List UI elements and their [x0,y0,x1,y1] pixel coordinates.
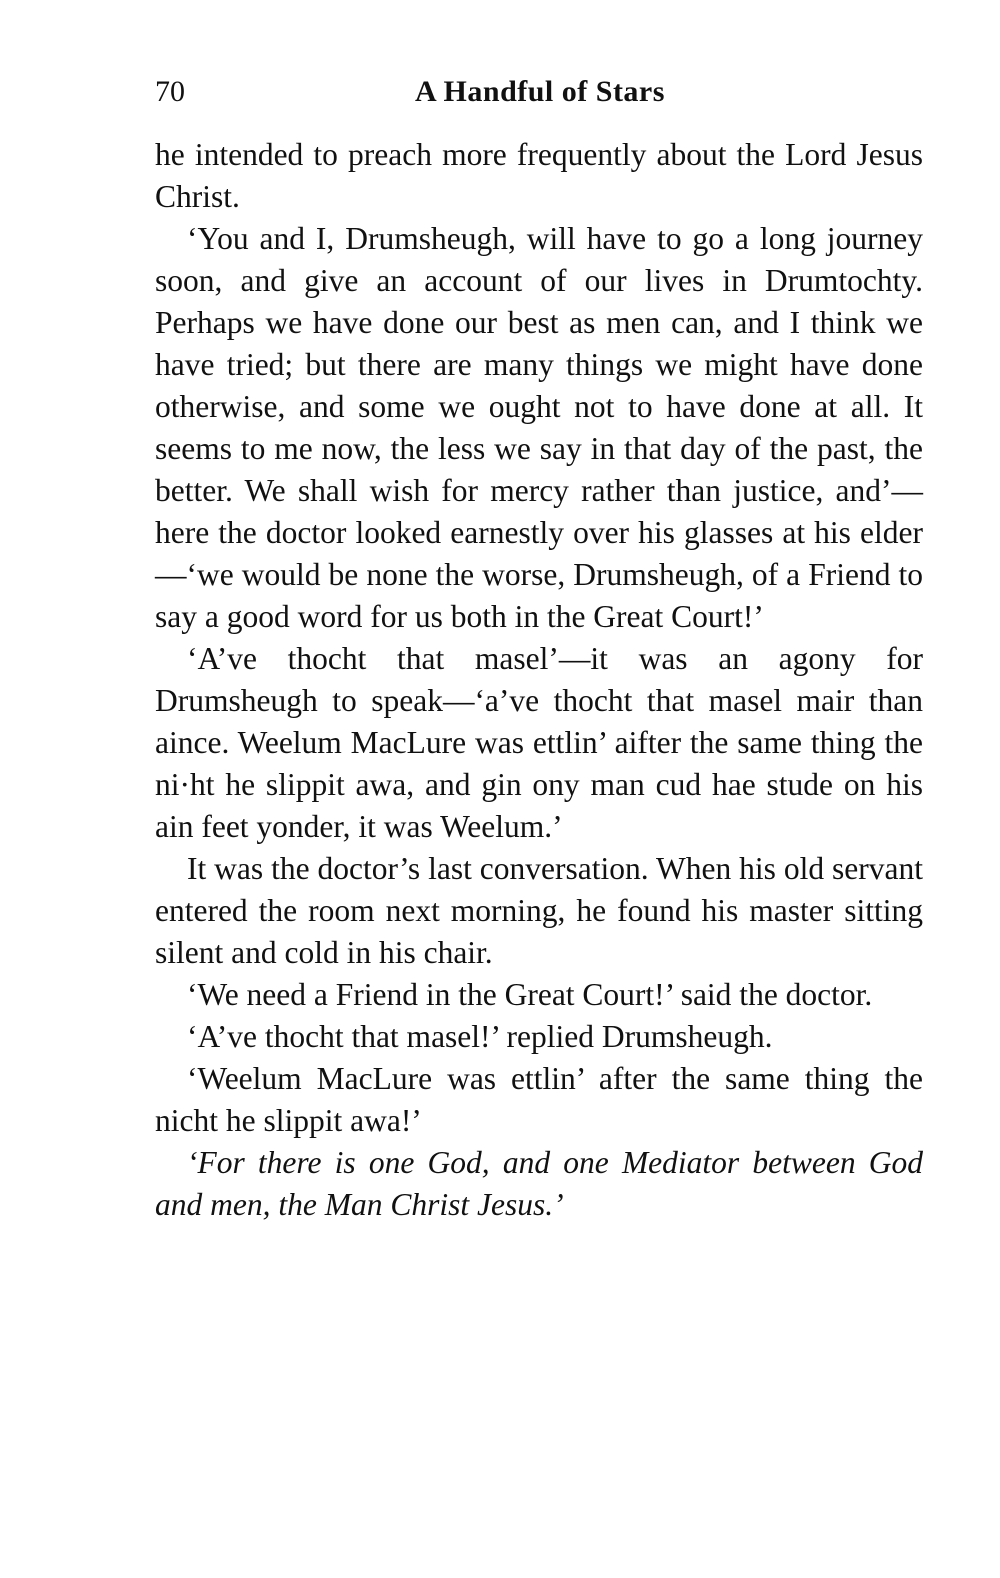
paragraph-scripture-quote: ‘For there is one God, and one Mediator between God and men, the Man Christ Jesus.’ [155,1145,923,1222]
paragraph-friend-in-court: ‘We need a Friend in the Great Court!’ said the doctor. [187,977,873,1012]
paragraph-last-conversation: It was the doctor’s last conversation. When his old servant entered the room next morning, he found his master sitting silent and cold in his chair. [155,851,923,970]
paragraph-doctor-speech: ‘You and I, Drumsheugh, will have to go a long journey soon, and give an account of our lives in Drumtochty. Perhaps we have done our best as men can, and I think we have tried; but there are many things we might have done otherwise, and some we ought not to have done at all. It seems to me now, the less we say in that day of the past, the better. We shall wish for mercy rather than justice, and’—here the doctor looked earnestly over his glasses at his elder—‘we would be none the worse, Drumsheugh, of a Friend to say a good word for us both in the Great Court!’ [155,221,923,634]
paragraph-drumsheugh-reply: ‘A’ve thocht that masel’—it was an agony for Drumsheugh to speak—‘a’ve thocht that masel mair than aince. Weelum MacLure was ettlin’ aifter the same thing the ni·ht he slippit awa, and gin ony man cud hae stude on his ain feet yonder, it was Weelum.’ [155,641,923,844]
running-title: A Handful of Stars [415,75,665,108]
page-header [155,72,925,112]
paragraph-weelum: ‘Weelum MacLure was ettlin’ after the same thing the nicht he slippit awa!’ [155,1061,923,1138]
page-number: 70 [155,75,185,108]
paragraph-continuation: he intended to preach more frequently about the Lord Jesus Christ. [155,137,923,214]
paragraph-replied: ‘A’ve thocht that masel!’ replied Drumsheugh. [187,1019,773,1054]
body-text [155,134,923,1226]
